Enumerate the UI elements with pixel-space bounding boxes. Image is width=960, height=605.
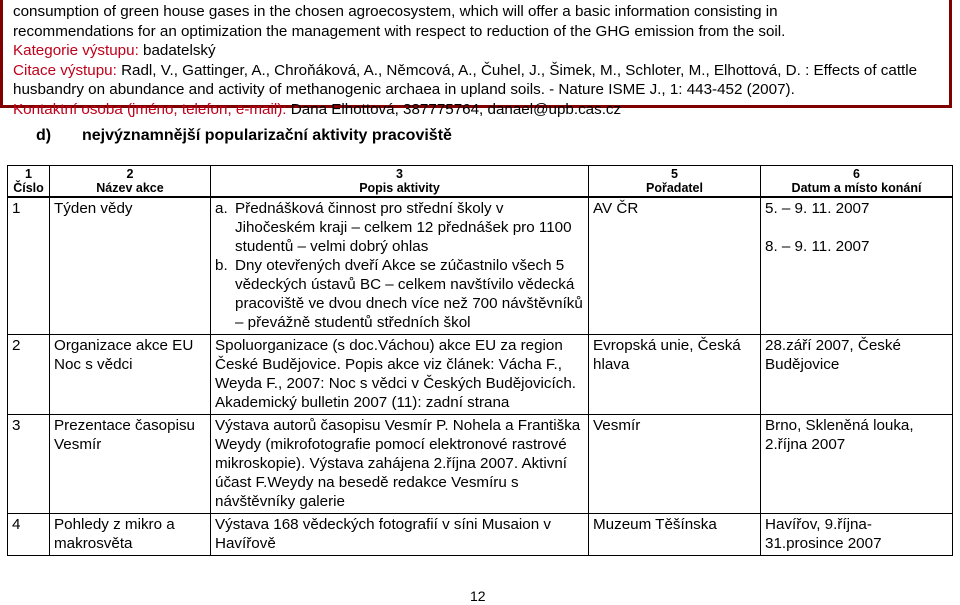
row-name: Týden vědy	[50, 197, 211, 335]
row-name: Prezentace časopisu Vesmír	[50, 415, 211, 514]
section-letter: d)	[36, 127, 52, 144]
row-name: Pohledy z mikro a makrosvěta	[50, 514, 211, 556]
table-row	[8, 335, 953, 415]
table-row	[8, 415, 953, 514]
row-organizer: AV ČR	[589, 197, 761, 335]
row-number: 4	[8, 514, 50, 556]
page-number: 12	[470, 588, 486, 604]
header-cislo: 1 Číslo	[8, 166, 50, 198]
table-header-row	[8, 166, 953, 198]
row-date: Brno, Skleněná louka, 2.října 2007	[761, 415, 953, 514]
row-organizer: Muzeum Těšínska	[589, 514, 761, 556]
citation-line-2: husbandry on abundance and activity of methanogenic archaea in upland soils. - Nature ISME J., 1: 443-452 (2007).	[13, 81, 795, 98]
citation-line-1: Radl, V., Gattinger, A., Chroňáková, A., Němcová, A., Čuhel, J., Šimek, M., Schloter, M., Elhottová, D. : Effects of cattle	[116, 61, 918, 79]
description-a: Přednášková činnost pro střední školy v Jihočeském kraji – celkem 12 přednášek pro 1100 studentů – velmi dobrý ohlas	[235, 200, 572, 255]
contact-person	[13, 100, 949, 120]
table-row	[8, 514, 953, 556]
description-line-2: recommendations for an optimization the management with respect to reduction of the GHG emission from the soil.	[13, 22, 786, 40]
category-value: badatelský	[138, 42, 216, 59]
row-description: Výstava autorů časopisu Vesmír P. Nohela a Františka Weydy (mikrofotografie pomocí elektronové rastrové mikroskopie). Výstava zahájena 2.října 2007. Aktivní účast F.Weydy na besedě redakce Vesmíru s návštěvníky galerie	[211, 415, 589, 514]
output-citation	[13, 61, 949, 81]
row-description: Výstava 168 vědeckých fotografií v síni Musaion v Havířově	[211, 514, 589, 556]
header-popis-aktivity: 3 Popis aktivity	[211, 166, 589, 198]
row-name: Organizace akce EU Noc s vědci	[50, 335, 211, 415]
activities-table	[7, 165, 953, 556]
contact-label: Kontaktní osoba (jméno, telefon, e-mail):	[13, 100, 287, 118]
date-a: 5. – 9. 11. 2007	[765, 200, 870, 217]
section-title: nejvýznamnější popularizační aktivity pracoviště	[82, 127, 452, 144]
citation-label: Citace výstupu:	[13, 61, 117, 79]
row-date: 28.září 2007, České Budějovice	[761, 335, 953, 415]
row-number: 3	[8, 415, 50, 514]
table-row	[8, 197, 953, 335]
previous-output-box	[0, 0, 952, 118]
section-heading	[36, 127, 452, 145]
row-number: 2	[8, 335, 50, 415]
row-description: Spoluorganizace (s doc.Váchou) akce EU za region České Budějovice. Popis akce viz článek: Vácha F., Weyda F., 2007: Noc s vědci v Českých Budějovicích. Akademický bulletin 2007 (11): zadní strana	[211, 335, 589, 415]
date-b: 8. – 9. 11. 2007	[765, 238, 870, 255]
row-date	[761, 197, 953, 335]
description-b: Dny otevřených dveří Akce se zúčastnilo všech 5 vědeckých ústavů BC – celkem navštívilo vědecká pracoviště ve dvou dnech více než 700 návštěvníků – převážně studentů středních škol	[235, 257, 583, 331]
row-organizer: Vesmír	[589, 415, 761, 514]
row-organizer: Evropská unie, Česká hlava	[589, 335, 761, 415]
row-description: a. Přednášková činnost pro střední školy v Jihočeském kraji – celkem 12 přednášek pro 1100 studentů – velmi dobrý ohlas b. Dny otevřených dveří Akce se zúčastnilo všech 5 vědeckých ústavů BC – celkem navštívilo vědecká pracoviště ve dvou dnech více než 700 návštěvníků – převážně studentů středních škol	[211, 197, 589, 335]
header-nazev-akce: 2 Název akce	[50, 166, 211, 198]
row-date: Havířov, 9.října-31.prosince 2007	[761, 514, 953, 556]
header-datum-misto: 6 Datum a místo konání	[761, 166, 953, 198]
row-number: 1	[8, 197, 50, 335]
contact-value: Dana Elhottová, 387775764, danael@upb.cas.cz	[286, 100, 622, 118]
header-poradatel: 5 Pořadatel	[589, 166, 761, 198]
category-label: Kategorie výstupu:	[13, 42, 139, 59]
description-line-1: consumption of green house gases in the chosen agroecosystem, which will offer a basic information consisting in	[13, 3, 778, 20]
output-category	[13, 41, 949, 61]
